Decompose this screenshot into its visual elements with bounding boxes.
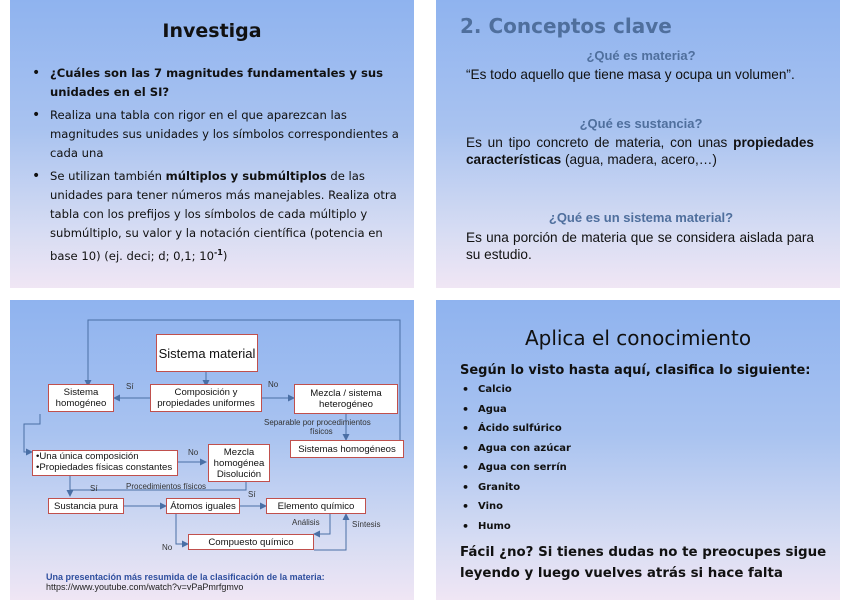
slide-clasificacion-materia bbox=[10, 300, 414, 600]
bullet-text-part: -1 bbox=[213, 248, 223, 257]
label-si-2: Sí bbox=[90, 484, 98, 493]
slide2-title: 2. Conceptos clave bbox=[460, 14, 672, 38]
box-mezcla-heterogeneo: Mezcla / sistema heterogéneo bbox=[294, 384, 398, 414]
list-item: • Agua con azúcar bbox=[462, 443, 571, 463]
answer-sustancia bbox=[466, 134, 814, 168]
slide1-title: Investiga bbox=[162, 20, 262, 42]
slide1-bullet bbox=[30, 64, 400, 102]
slide-investiga bbox=[10, 0, 414, 288]
label-sintesis: Síntesis bbox=[352, 520, 381, 529]
list-item: • Vino bbox=[462, 501, 571, 521]
footer-url-link[interactable]: https://www.youtube.com/watch?v=vPaPmrfgmvo bbox=[46, 582, 244, 592]
box-sistema-homogeneo: Sistema homogéneo bbox=[48, 384, 114, 412]
propiedades-constantes-line: •Propiedades físicas constantes bbox=[36, 462, 173, 473]
answer-sustancia-bold: propiedades características bbox=[466, 135, 814, 167]
footer-text: Una presentación más resumida de la clasificación de la materia: bbox=[46, 572, 325, 582]
label-no-2: No bbox=[188, 448, 199, 457]
label-no-1: No bbox=[268, 380, 279, 389]
bullet-text-part: ) bbox=[222, 248, 228, 263]
box-mezcla-homogenea: Mezcla homogénea Disolución bbox=[208, 444, 270, 482]
label-separable-1: Separable por procedimientos bbox=[264, 418, 371, 427]
label-procedimientos-fisicos: Procedimientos físicos bbox=[126, 482, 207, 491]
question-sistema-material: ¿Qué es un sistema material? bbox=[548, 210, 734, 225]
bullet-text-part: ¿Cuáles son las 7 magnitudes fundamentales y sus unidades en el SI? bbox=[50, 66, 384, 99]
slide1-bullet bbox=[30, 167, 400, 266]
bullet-text-part: múltiplos y submúltiplos bbox=[165, 169, 327, 183]
box-unica-composicion bbox=[32, 450, 178, 476]
label-analisis: Análisis bbox=[292, 518, 320, 527]
slide4-intro: Según lo visto hasta aquí, clasifica lo siguiente: bbox=[460, 363, 811, 378]
answer-materia: “Es todo aquello que tiene masa y ocupa un volumen”. bbox=[466, 67, 795, 82]
answer-sistema-material: Es una porción de materia que se considera aislada para su estudio. bbox=[466, 230, 814, 262]
box-compuesto-quimico: Compuesto químico bbox=[188, 534, 314, 550]
box-sistema-material: Sistema material bbox=[156, 334, 258, 372]
question-sustancia: ¿Qué es sustancia? bbox=[579, 116, 703, 131]
list-item: • Calcio bbox=[462, 384, 571, 404]
box-atomos-iguales: Átomos iguales bbox=[166, 498, 240, 514]
label-si-3: Sí bbox=[248, 490, 256, 499]
bullet-text-part: de las unidades para tener números más manejables. Realiza otra tabla con los prefijos y los símbolos de cada múltiplo y submúltiplo, su valor y la notación científica (potencia en base 10) (ej. deci; d; 0,1; 10 bbox=[50, 169, 397, 263]
list-item: • Ácido sulfúrico bbox=[462, 423, 571, 443]
answer-sustancia-post: (agua, madera, acero,…) bbox=[561, 152, 717, 167]
list-item: • Humo bbox=[462, 521, 571, 541]
answer-sustancia-pre: Es un tipo concreto de materia, con unas bbox=[466, 135, 734, 150]
slide1-bullet bbox=[30, 106, 400, 163]
box-elemento-quimico: Elemento químico bbox=[266, 498, 366, 514]
list-item: • Granito bbox=[462, 482, 571, 502]
slide4-item-list bbox=[462, 384, 571, 540]
question-materia: ¿Qué es materia? bbox=[586, 48, 696, 63]
label-separable-2: físicos bbox=[310, 427, 333, 436]
box-sistemas-homogeneos: Sistemas homogéneos bbox=[290, 440, 404, 458]
slide3-footer bbox=[46, 572, 325, 592]
list-item: • Agua con serrín bbox=[462, 462, 571, 482]
box-sustancia-pura: Sustancia pura bbox=[48, 498, 124, 514]
slide-aplica-conocimiento bbox=[436, 300, 840, 600]
slide-conceptos-clave bbox=[436, 0, 840, 288]
label-no-3: No bbox=[162, 543, 173, 552]
list-item: • Agua bbox=[462, 404, 571, 424]
slide4-outro: Fácil ¿no? Si tienes dudas no te preocupes sigue leyendo y luego vuelves atrás si hace falta bbox=[460, 545, 827, 581]
bullet-text-part: Realiza una tabla con rigor en el que aparezcan las magnitudes sus unidades y los símbolos correspondientes a cada una bbox=[50, 108, 399, 160]
box-composicion-uniforme: Composición y propiedades uniformes bbox=[150, 384, 262, 412]
slide4-title: Aplica el conocimiento bbox=[524, 326, 752, 350]
bullet-text-part: Se utilizan también bbox=[50, 169, 166, 183]
label-si-1: Sí bbox=[126, 382, 134, 391]
unica-composicion-line: •Una única composición bbox=[36, 451, 139, 462]
slide1-bullet-list bbox=[30, 64, 400, 270]
